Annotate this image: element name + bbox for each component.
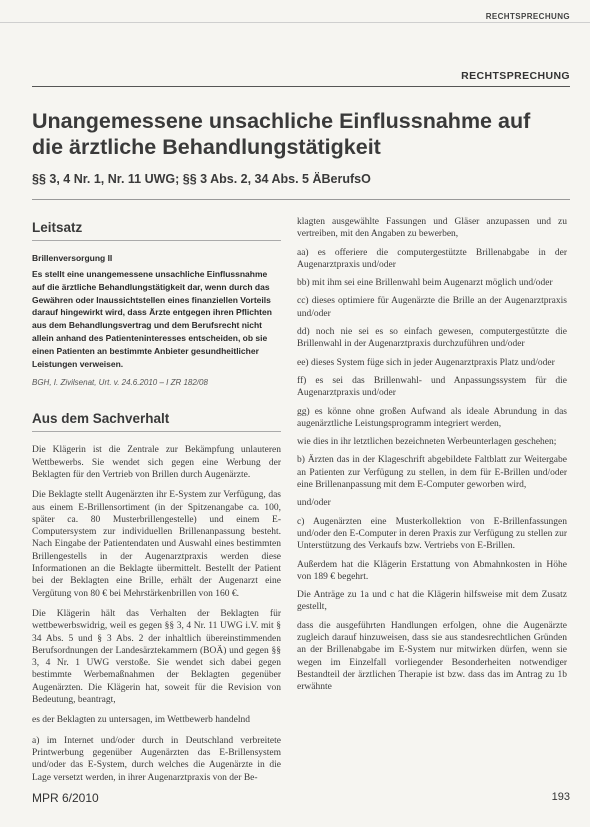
leitsatz-heading: Leitsatz xyxy=(32,220,83,235)
body-paragraph: klagten ausgewählte Fassungen und Gläser anzupassen und zu vertreiben, mit den Angaben zu bewerben, xyxy=(297,217,567,240)
body-paragraph: Außerdem hat die Klägerin Erstattung von Abmahnkosten in Höhe von 189 € begehrt. xyxy=(297,559,567,582)
body-paragraph: ff) es sei das Brillenwahl- und Anpassungssystem für die Augenarztpraxis und/oder xyxy=(297,375,567,399)
court-citation: BGH, I. Zivilsenat, Urt. v. 24.6.2010 – I ZR 182/08 xyxy=(32,378,208,388)
sachverhalt-heading: Aus dem Sachverhalt xyxy=(32,411,170,427)
body-paragraph: c) Augenärzten eine Musterkollektion von E-Brillenfassungen und/oder den E-Computer in deren Praxis zur Verfügung zu stellen zur Unterstützung des Verkaufs bzw. Vertriebs von E-Brillen. xyxy=(297,516,567,552)
body-paragraph: aa) es offeriere die computergestützte Brillenabgabe in der Augenarztpraxis und/oder xyxy=(297,247,567,270)
article-subtitle: §§ 3, 4 Nr. 1, Nr. 11 UWG; §§ 3 Abs. 2, 34 Abs. 5 ÄBerufsO xyxy=(32,172,371,186)
sachverhalt-divider xyxy=(32,431,281,432)
page-number: 193 xyxy=(551,791,570,803)
header-divider xyxy=(0,22,590,23)
running-header: RECHTSPRECHUNG xyxy=(485,12,570,21)
body-paragraph: Die Klägerin hält das Verhalten der Beklagten für wettbewerbswidrig, weil es gegen §§ 3, 4 Nr. 11 UWG i.V. mit § 34 Abs. 5 und § 3 Abs. 2 der inhaltlich übereinstimmenden Berufsordnungen der Landesärztekammern (BOÄ) und gegen §§ 3, 4 Nr. 1 UWG verstoße. Sie wendet sich dabei gegen bestimmte Werbemaßnahmen der Beklagten gegenüber Augenärzten. Die Klägerin hat, soweit für die Revision von Bedeutung, beantragt, xyxy=(32,608,281,706)
body-paragraph: Die Beklagte stellt Augenärzten ihr E-System zur Verfügung, das aus einem E-Brillensortiment (in der Spitzenangabe ca. 100, später ca. 80 Musterbrillengestelle) und einem E-Computersystem zur individuellen Brillenanpassung besteht. Nach Eingabe der Patientendaten und Auswahl eines bestimmten Brillengestells in der Augenarztpraxis werden diese Informationen an die Beklagte übermittelt. Bestellt der Patient bei der Beklagten eine Brille, erhält der Augenarzt eine Vergütung von 80 € bei Mehrstärkenbrillen von 160 €. xyxy=(32,490,281,599)
body-paragraph: a) im Internet und/oder durch in Deutschland verbreitete Printwerbung gegenüber Augenärzten das E-Brillensystem und/oder das E-System, durch welches die Augenärzte in die Lage versetzt werden, in ihrer Augenarztpraxis von der Be- xyxy=(32,735,281,783)
body-paragraph: gg) es könne ohne großen Aufwand als ideale Abrundung in das augenärztliche Leistungsprogramm integriert werden, xyxy=(297,406,567,429)
left-column xyxy=(32,220,281,792)
body-paragraph: cc) dieses optimiere für Augenärzte die Brille an der Augenarztpraxis und/oder xyxy=(297,296,567,319)
body-paragraph: wie dies in ihr letztlichen bezeichneten Werbeunterlagen geschehen; xyxy=(297,437,557,448)
leitsatz-subheading: Brillenversorgung II xyxy=(32,253,113,263)
body-paragraph: dd) noch nie sei es so einfach gewesen, computergestützte die Brillenwahl in der Augenarztpraxis durchzuführen und/oder xyxy=(297,327,567,350)
title-divider xyxy=(32,199,570,200)
body-paragraph: dass die ausgeführten Handlungen erfolgen, ohne die Augenärzte zugleich darauf hinzuweisen, dass sie aus standesrechtlichen Gründen an der Brillenabgabe im E-System nur mitwirken dürfen, wenn sie wegen im Einzelfall vorliegender Besonderheiten notwendiger Bestandteil der ärztlichen Therapie ist bzw. dass das im Antrag zu 1b erwähnte xyxy=(297,620,567,693)
body-paragraph: und/oder xyxy=(297,498,331,509)
body-paragraph: es der Beklagten zu untersagen, im Wettbewerb handelnd xyxy=(32,715,251,726)
body-paragraph: Die Anträge zu 1a und c hat die Klägerin hilfsweise mit dem Zusatz gestellt, xyxy=(297,590,567,613)
article-title: Unangemessene unsachliche Einflussnahme auf die ärztliche Behandlungstätigkeit xyxy=(32,109,531,159)
section-label: RECHTSPRECHUNG xyxy=(461,70,570,82)
right-column xyxy=(297,216,567,700)
leitsatz-text: Es stellt eine unangemessene unsachliche Einflussnahme auf die ärztliche Behandlungstätigkeit dar, wenn durch das Gewähren oder Inaussichtstellen eines finanziellen Vorteils darauf hingewirkt wird, dass Ärzte entgegen ihren Pflichten aus dem Behandlungsvertrag und dem Berufsrecht nicht allein anhand des Patienteninteresses entscheiden, ob sie einen Patienten an bestimmte Anbieter gesundheitlicher Leistungen verweisen. xyxy=(32,269,272,369)
body-paragraph: bb) mit ihm sei eine Brillenwahl beim Augenarzt möglich und/oder xyxy=(297,278,553,289)
body-paragraph: Die Klägerin ist die Zentrale zur Bekämpfung unlauteren Wettbewerbs. Sie wendet sich gegen eine Werbung der Beklagten für den Vertrieb von Brillen durch Augenärzte. xyxy=(32,445,281,480)
body-paragraph: b) Ärzten das in der Klageschrift abgebildete Faltblatt zur Weitergabe an Patienten zur Verfügung zu stellen, in dem für E-Brillen und/oder eine Brillenanpassung mit dem E-Computer geworben wird, xyxy=(297,455,567,491)
journal-issue: MPR 6/2010 xyxy=(32,791,99,805)
body-paragraph: ee) dieses System füge sich in jeder Augenarztpraxis Platz und/oder xyxy=(297,357,555,368)
leitsatz-divider xyxy=(32,240,281,241)
section-divider xyxy=(32,86,570,87)
